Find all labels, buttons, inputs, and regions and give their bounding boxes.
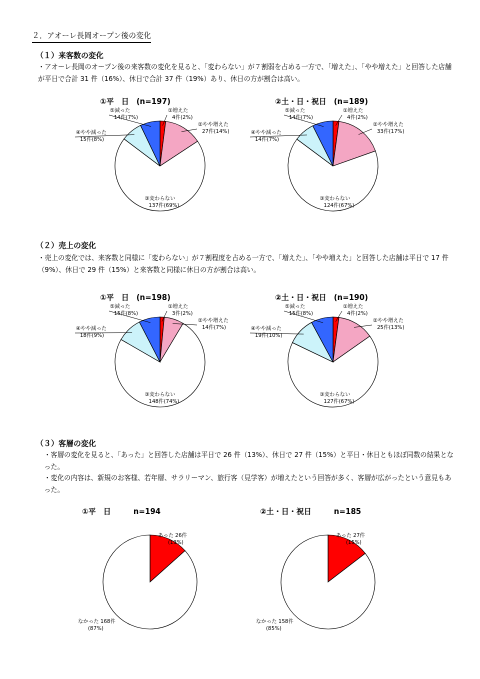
slice-label: ⑤減った bbox=[285, 108, 306, 114]
section-1-text: ・アオーレ長岡のオープン後の来客数の変化を見ると、「変わらない」が７割弱を占める一方で、「増えた」、「やや増えた」と回答した店舗が平日で合計 31 件（16%）、休日で合計 37 件（19%）あり、休日の方が割合は高い。 bbox=[38, 63, 452, 83]
slice-value: (15%) bbox=[346, 540, 362, 546]
pie-chart bbox=[70, 300, 229, 422]
slice-label: なかった 168件 bbox=[78, 619, 116, 625]
slice-label: ③変わらない bbox=[319, 196, 351, 202]
chart-title: ①平 日 (n=198) bbox=[100, 293, 171, 302]
slice-value: 15件(8%) bbox=[80, 137, 105, 143]
slice-value: 18件(9%) bbox=[80, 333, 105, 339]
slice-label: あった 26件 bbox=[158, 533, 187, 539]
slice-value: 137件(69%) bbox=[148, 203, 180, 209]
slice-label: ④やや減った bbox=[251, 130, 282, 136]
section-3-text-1: ・客層の変化を見ると、「あった」と回答した店舗は平日で 26 件（13%）、休日で 27 件（15%）と平日・休日ともほぼ同数の結果となった。 bbox=[44, 451, 454, 471]
chart-visitors-weekday bbox=[70, 96, 230, 226]
chart-title: ②土・日・祝日 (n=190) bbox=[275, 293, 368, 302]
slice-value: (85%) bbox=[266, 626, 282, 632]
chart-title: ①平 日 n=194 bbox=[82, 507, 161, 516]
chart-sales-holiday bbox=[245, 292, 405, 422]
section-2-text: ・売上の変化では、来客数と同様に「変わらない」が７割程度を占める一方で、「増えた」、「やや増えた」と回答した店舗は平日で 17 件（9%）、休日で 29 件（15%）と来客数と同様に休日の方が割合は高い。 bbox=[38, 254, 449, 274]
chart-title: ②土・日・祝日 (n=189) bbox=[275, 97, 368, 106]
pie-chart bbox=[245, 104, 405, 226]
slice-label: ②やや増えた bbox=[198, 318, 229, 324]
chart-clientele-holiday bbox=[248, 506, 408, 646]
slice-value: 14件(7%) bbox=[114, 115, 139, 121]
slice-value: 148件(74%) bbox=[148, 399, 180, 405]
pie-chart bbox=[245, 300, 405, 422]
slice-value: 3件(2%) bbox=[172, 311, 193, 317]
pie-chart bbox=[70, 104, 230, 226]
slice-label: ③変わらない bbox=[319, 392, 351, 398]
section-2-title: （２）売上の変化 bbox=[36, 241, 96, 250]
slice-value: 4件(2%) bbox=[347, 311, 368, 317]
slice-label: ④やや減った bbox=[76, 130, 107, 136]
slice-label: ①増えた bbox=[168, 304, 189, 310]
slice-label: ④やや減った bbox=[76, 326, 107, 332]
slice-value: 33件(17%) bbox=[377, 129, 405, 135]
slice-label: ④やや減った bbox=[251, 326, 282, 332]
slice-value: 15件(8%) bbox=[114, 311, 139, 317]
pie-chart bbox=[248, 514, 408, 646]
slice-label: ⑤減った bbox=[285, 304, 306, 310]
chart-clientele-weekday bbox=[70, 506, 230, 646]
slice-value: 14件(7%) bbox=[255, 137, 280, 143]
slice-label: あった 27件 bbox=[336, 533, 365, 539]
slice-value: 124件(67%) bbox=[323, 203, 355, 209]
slice-value: 25件(13%) bbox=[377, 325, 405, 331]
slice-value: 14件(7%) bbox=[202, 325, 227, 331]
slice-label: ②やや増えた bbox=[198, 122, 229, 128]
chart-title: ②土・日・祝日 n=185 bbox=[260, 507, 362, 516]
section-1-title: （１）来客数の変化 bbox=[36, 51, 104, 60]
slice-label: ③変わらない bbox=[144, 196, 176, 202]
chart-sales-weekday bbox=[70, 292, 229, 422]
slice-label: ②やや増えた bbox=[373, 318, 404, 324]
pie-chart bbox=[70, 514, 230, 646]
slice-value: 14件(7%) bbox=[289, 115, 314, 121]
chart-title: ①平 日 (n=197) bbox=[100, 97, 171, 106]
slice-value: 15件(8%) bbox=[289, 311, 314, 317]
page-heading: ２．アオーレ長岡オープン後の変化 bbox=[32, 30, 151, 43]
slice-value: 27件(14%) bbox=[202, 129, 230, 135]
slice-value: 4件(2%) bbox=[347, 115, 368, 121]
slice-label: ⑤減った bbox=[110, 304, 131, 310]
section-3-title: （３）客層の変化 bbox=[36, 439, 96, 448]
slice-value: 4件(2%) bbox=[172, 115, 193, 121]
chart-visitors-holiday bbox=[245, 96, 405, 226]
section-3-text-2: ・変化の内容は、新規のお客様、若年層、サラリーマン、旅行客（見学客）が増えたという回答が多く、客層が広がったという意見もあった。 bbox=[44, 474, 452, 494]
slice-label: ②やや増えた bbox=[373, 122, 404, 128]
slice-label: ①増えた bbox=[343, 108, 364, 114]
slice-value: 19件(10%) bbox=[255, 333, 283, 339]
slice-label: ①増えた bbox=[343, 304, 364, 310]
slice-label: ①増えた bbox=[168, 108, 189, 114]
slice-value: 127件(67%) bbox=[323, 399, 355, 405]
slice-label: ⑤減った bbox=[110, 108, 131, 114]
slice-label: なかった 158件 bbox=[256, 619, 294, 625]
slice-label: ③変わらない bbox=[144, 392, 176, 398]
slice-value: (87%) bbox=[88, 626, 104, 632]
slice-value: (13%) bbox=[168, 540, 184, 546]
